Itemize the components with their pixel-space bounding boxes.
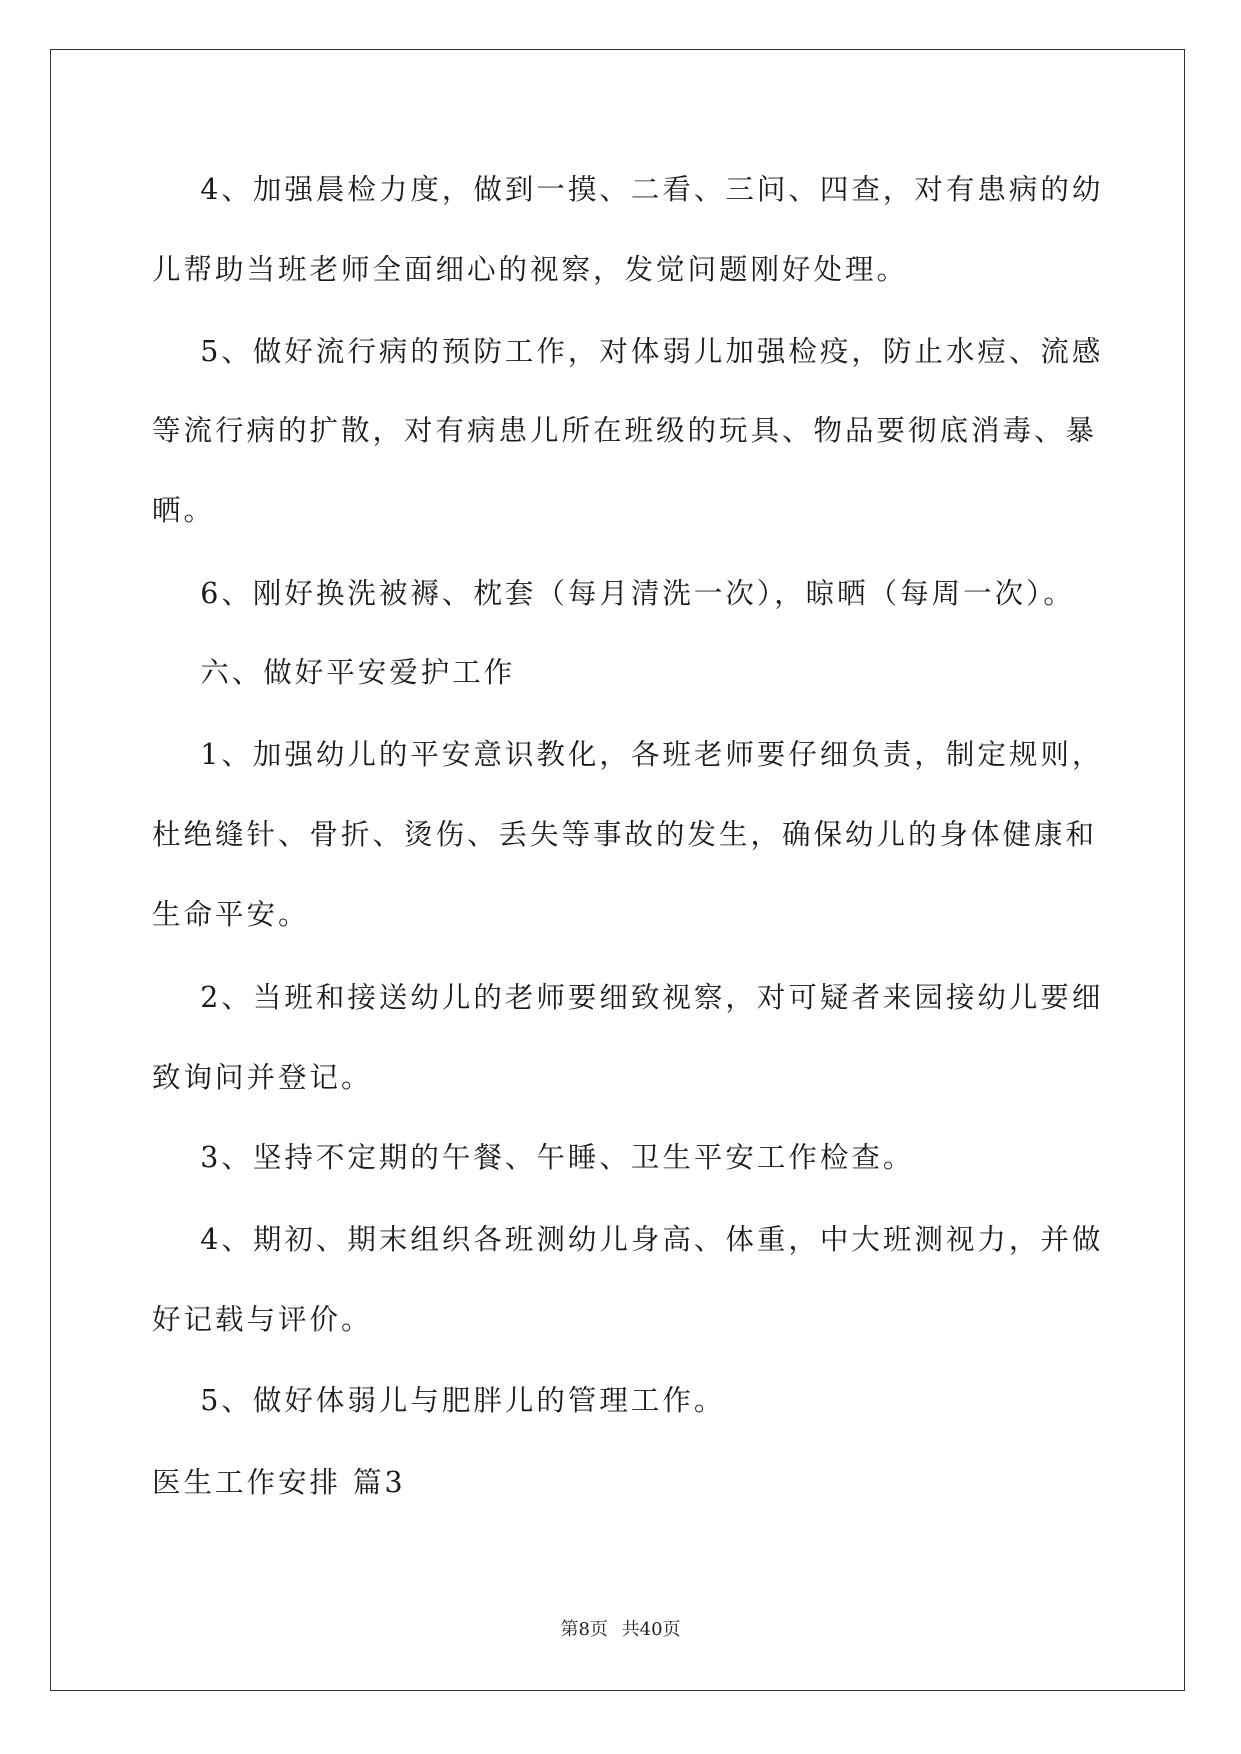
paragraph-line: 5、做好体弱儿与肥胖儿的管理工作。 xyxy=(152,1384,726,1417)
paragraph-line: 6、刚好换洗被褥、枕套（每月清洗一次），晾晒（每周一次）。 xyxy=(152,577,1075,610)
paragraph-line: 致询问并登记。 xyxy=(152,1061,373,1094)
paragraph-line: 2、当班和接送幼儿的老师要细致视察，对可疑者来园接幼儿要细 xyxy=(152,981,1104,1014)
paragraph-line: 4、加强晨检力度，做到一摸、二看、三问、四查，对有患病的幼 xyxy=(152,173,1104,206)
paragraph-line: 杜绝缝针、骨折、烫伤、丢失等事故的发生，确保幼儿的身体健康和 xyxy=(152,818,1098,851)
section-heading: 六、做好平安爱护工作 xyxy=(152,656,516,689)
page-total: 共40页 xyxy=(621,1619,681,1640)
page-border xyxy=(50,49,1185,1691)
paragraph-line: 4、期初、期末组织各班测幼儿身高、体重，中大班测视力，并做 xyxy=(152,1223,1104,1256)
paragraph-line: 晒。 xyxy=(152,494,216,527)
paragraph-line: 3、坚持不定期的午餐、午睡、卫生平安工作检查。 xyxy=(152,1141,915,1174)
paragraph-line: 生命平安。 xyxy=(152,898,310,931)
page-footer xyxy=(0,1618,1241,1642)
section-title: 医生工作安排 篇3 xyxy=(152,1466,406,1499)
paragraph-line: 等流行病的扩散，对有病患儿所在班级的玩具、物品要彻底消毒、暴 xyxy=(152,414,1098,447)
paragraph-line: 1、加强幼儿的平安意识教化，各班老师要仔细负责，制定规则， xyxy=(152,738,1104,771)
page-number: 第8页 xyxy=(560,1619,608,1640)
paragraph-line: 5、做好流行病的预防工作，对体弱儿加强检疫，防止水痘、流感 xyxy=(152,335,1104,368)
paragraph-line: 儿帮助当班老师全面细心的视察，发觉问题刚好处理。 xyxy=(152,253,909,286)
paragraph-line: 好记载与评价。 xyxy=(152,1303,373,1336)
